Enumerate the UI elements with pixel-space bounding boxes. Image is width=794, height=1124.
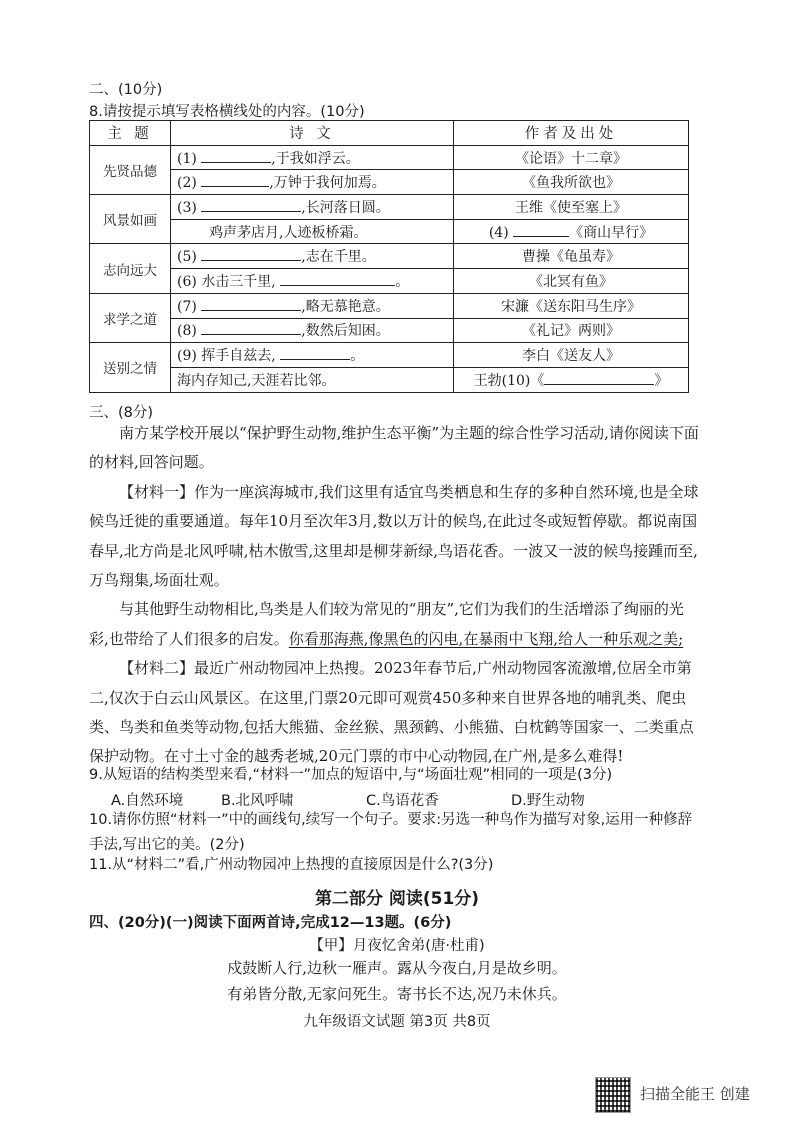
question-11: 11.从“材料二”看,广州动物园冲上热搜的直接原因是什么?(3分): [89, 857, 494, 873]
header-source: 作者及出处: [454, 121, 689, 146]
topic-cell: 志向远大: [90, 244, 171, 293]
material-1-paragraph-2: 与其他野生动物相比,鸟类是人们较为常见的“朋友”,它们为我们的生活增添了绚丽的光彩,也带给了人们很多的启发。你看那海燕,像黑色的闪电,在暴雨中飞翔,给人一种乐观之美;: [89, 600, 684, 648]
source-cell: (4) 《商山早行》: [454, 219, 689, 244]
poem-cell: (3) ,长河落日圆。: [171, 195, 454, 220]
answer-blank-10[interactable]: [544, 372, 654, 385]
question-9-options: [111, 789, 585, 810]
table-row: [90, 343, 689, 368]
material-1-paragraph: 【材料一】作为一座滨海城市,我们这里有适宜鸟类栖息和生存的多种自然环境,也是全球候鸟迁徙的重要通道。每年10月至次年3月,数以万计的候鸟,在此过冬或短暂停歇。都说南国春早,北方尚是北风呼啸,枯木傲雪,这里却是柳芽新绿,鸟语花香。一波又一波的候鸟接踵而至,万鸟翔集,场面壮观。: [89, 482, 699, 590]
poem-cell: (1) ,于我如浮云。: [171, 145, 454, 170]
answer-blank-2[interactable]: [201, 174, 269, 187]
table-row: [90, 293, 689, 318]
section-4-heading: 四、(20分)(一)阅读下面两首诗,完成12—13题。(6分): [89, 915, 452, 931]
question-8: 8.请按提示填写表格横线处的内容。(10分): [89, 104, 365, 120]
underlined-sentence: 你看那海燕,像黑色的闪电,在暴雨中飞翔,给人一种乐观之美;: [288, 629, 684, 648]
answer-blank-3[interactable]: [201, 199, 301, 212]
page-footer: 九年级语文试题 第3页 共8页: [303, 1014, 491, 1030]
poem-line-1: 戍鼓断人行,边秋一雁声。露从今夜白,月是故乡明。: [227, 959, 567, 977]
scanner-watermark: 扫描全能王 创建: [640, 1085, 750, 1103]
answer-blank-7[interactable]: [201, 298, 301, 311]
poem-cell: 鸡声茅店月,人迹板桥霜。: [171, 219, 454, 244]
poem-line-2: 有弟皆分散,无家问死生。寄书长不达,况乃未休兵。: [227, 985, 567, 1003]
source-cell: 李白《送友人》: [454, 343, 689, 368]
option-c[interactable]: C.鸟语花香: [366, 793, 439, 809]
answer-blank-6[interactable]: [280, 273, 395, 286]
question-9: 9.从短语的结构类型来看,“材料一”加点的短语中,与“场面壮观”相同的一项是(3分): [89, 767, 613, 783]
header-topic: 主 题: [90, 121, 171, 146]
source-cell: 王维《使至塞上》: [454, 195, 689, 220]
option-d[interactable]: D.野生动物: [511, 793, 585, 809]
option-b[interactable]: B.北风呼啸: [221, 793, 294, 809]
source-cell: 《鱼我所欲也》: [454, 170, 689, 195]
table-header-row: [90, 121, 689, 146]
section-3-body: [89, 419, 699, 772]
source-cell: 曹操《龟虽寿》: [454, 244, 689, 269]
poem-title: 【甲】月夜忆舍弟(唐·杜甫): [309, 938, 485, 954]
poem-cell: (5) ,志在千里。: [171, 244, 454, 269]
poem-cell: (7) ,略无慕艳意。: [171, 293, 454, 318]
table-row: [90, 219, 689, 244]
poem-cell: (2) ,万钟于我何加焉。: [171, 170, 454, 195]
answer-blank-1[interactable]: [201, 150, 271, 163]
poem-cell: 海内存知己,天涯若比邻。: [171, 367, 454, 392]
source-cell: 《礼记》两则》: [454, 318, 689, 343]
table-row: [90, 170, 689, 195]
poetry-table: [89, 120, 689, 393]
answer-blank-5[interactable]: [201, 248, 301, 261]
table-row: [90, 195, 689, 220]
option-a[interactable]: A.自然环境: [111, 793, 184, 809]
section-3-intro: 南方某学校开展以“保护野生动物,维护生态平衡”为主题的综合性学习活动,请你阅读下面的材料,回答问题。: [89, 424, 699, 472]
material-2-paragraph: 【材料二】最近广州动物园冲上热搜。2023年春节后,广州动物园客流激增,位居全市第二,仅次于白云山风景区。在这里,门票20元即可观赏450多种来自世界各地的哺乳类、爬虫类、鸟类和鱼类等动物,包括大熊猫、金丝猴、黑颈鹤、小熊猫、白枕鹤等国家一、二类重点保护动物。在寸土寸金的越秀老城,20元门票的市中心动物园,在广州,是多么难得!: [89, 659, 694, 766]
topic-cell: 先贤品德: [90, 145, 171, 194]
source-cell: 《论语》十二章》: [454, 145, 689, 170]
source-cell: 《北冥有鱼》: [454, 269, 689, 294]
poem-cell: (6) 水击三千里, 。: [171, 269, 454, 294]
table-row: [90, 244, 689, 269]
scanner-qr-icon: [595, 1077, 631, 1113]
part-2-title: 第二部分 阅读(51分): [314, 889, 480, 909]
source-cell: 王勃(10)《 》: [454, 367, 689, 392]
section-2-heading: 二、(10分): [89, 82, 163, 98]
answer-blank-8[interactable]: [201, 322, 301, 335]
section-3-heading: 三、(8分): [89, 405, 154, 421]
question-10: 10.请你仿照“材料一”中的画线句,续写一个句子。要求:另选一种鸟作为描写对象,运用一种修辞手法,写出它的美。(2分): [89, 812, 693, 853]
source-cell: 宋濂《送东阳马生序》: [454, 293, 689, 318]
poem-cell: (9) 挥手自兹去, 。: [171, 343, 454, 368]
answer-blank-4[interactable]: [513, 224, 569, 237]
table-row: [90, 269, 689, 294]
topic-cell: 风景如画: [90, 195, 171, 244]
table-row: [90, 367, 689, 392]
topic-cell: 送别之情: [90, 343, 171, 392]
table-row: [90, 145, 689, 170]
answer-blank-9[interactable]: [280, 347, 350, 360]
poem-cell: (8) ,数然后知困。: [171, 318, 454, 343]
header-poem: 诗 文: [171, 121, 454, 146]
topic-cell: 求学之道: [90, 293, 171, 342]
table-row: [90, 318, 689, 343]
